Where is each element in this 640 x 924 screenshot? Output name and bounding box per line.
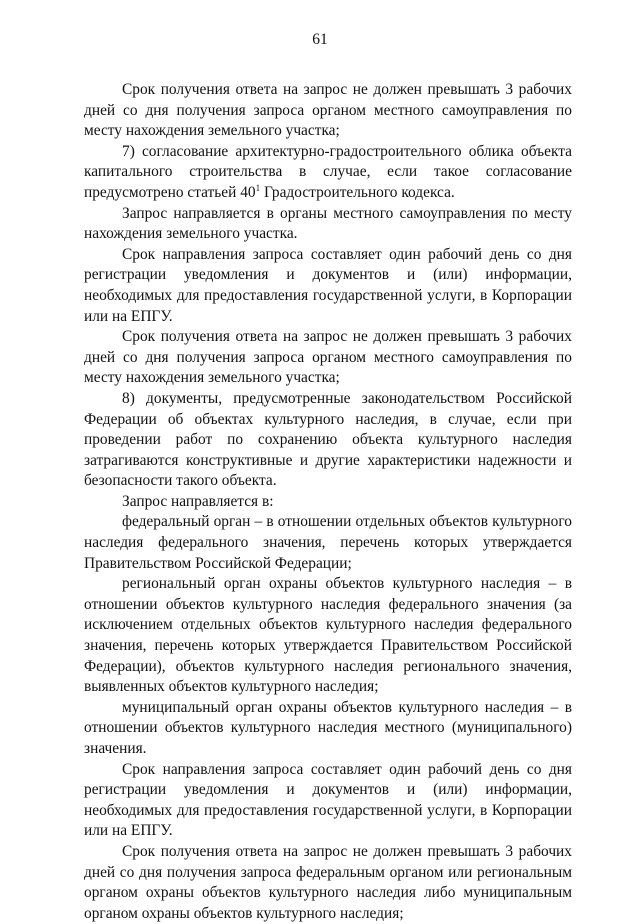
paragraph-7: Запрос направляется в: [122,492,274,510]
paragraph-1: Срок получения ответа на запрос не должен превышать 3 рабочих дней со дня получения запроса органом местного самоуправления по месту нахождения земельного участка; [84,81,572,140]
paragraph-6: 8) документы, предусмотренные законодательством Российской Федерации об объектах культурного наследия, в случае, если при проведении работ по сохранению объекта культурного наследия затрагиваются конструктивные и другие характеристики надежности и безопасности такого объекта. [84,389,572,490]
paragraph-10: муниципальный орган охраны объектов культурного наследия – в отношении объектов культурного наследия местного (муниципального) значения. [84,698,572,757]
paragraph-11: Срок направления запроса составляет один рабочий день со дня регистрации уведомления и документов и (или) информации, необходимых для предоставления государственной услуги, в Корпорации или на ЕПГУ. [84,760,572,840]
page-number: 61 [312,31,328,48]
paragraph-12: Срок получения ответа на запрос не должен превышать 3 рабочих дней со дня получения запроса федеральным органом или региональным органом охраны объектов культурного наследия либо муниципальным органом охраны объектов культурного наследия; [84,842,572,922]
paragraph-9: региональный орган охраны объектов культурного наследия – в отношении объектов культурного наследия федерального значения (за исключением отдельных объектов культурного наследия федерального значения, перечень которых утверждается Правительством Российской Федерации), объектов культурного наследия регионального значения, выявленных объектов культурного наследия; [84,575,572,696]
paragraph-5: Срок получения ответа на запрос не должен превышать 3 рабочих дней со дня получения запроса органом местного самоуправления по месту нахождения земельного участка; [84,328,572,387]
paragraph-2 [84,142,572,204]
document-body [84,80,572,924]
paragraph-2-tail: Градостроительного кодекса. [260,183,455,201]
paragraph-3: Запрос направляется в органы местного самоуправления по месту нахождения земельного участка. [84,204,572,243]
paragraph-4: Срок направления запроса составляет один рабочий день со дня регистрации уведомления и документов и (или) информации, необходимых для предоставления государственной услуги, в Корпорации или на ЕПГУ. [84,245,572,325]
paragraph-8: федеральный орган – в отношении отдельных объектов культурного наследия федерального значения, перечень которых утверждается Правительством Российской Федерации; [84,513,572,572]
paragraph-2-text: 7) согласование архитектурно-градостроительного облика объекта капитального строительства в случае, если такое согласование предусмотрено статьей 40 [84,142,572,201]
article-superscript: 1 [255,182,261,193]
